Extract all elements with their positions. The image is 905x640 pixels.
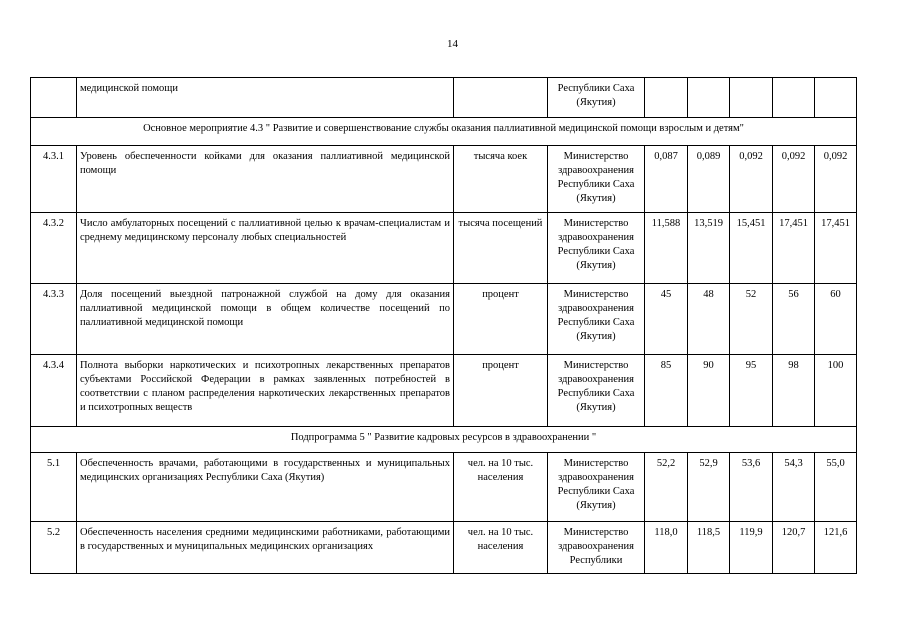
unit-cell: процент [454, 355, 548, 427]
value-cell [815, 78, 857, 118]
indicator-number-cell: 4.3.3 [31, 284, 77, 355]
value-cell: 13,519 [688, 213, 730, 284]
executor-cell: Министерство здравоохранения Республики Саха (Якутия) [548, 146, 645, 213]
indicator-number-cell: 5.2 [31, 522, 77, 574]
value-cell: 52,9 [688, 453, 730, 522]
indicator-description-cell: Уровень обеспеченности койками для оказания паллиативной медицинской помощи [77, 146, 454, 213]
value-cell: 0,092 [815, 146, 857, 213]
value-cell: 100 [815, 355, 857, 427]
indicator-number-cell: 5.1 [31, 453, 77, 522]
value-cell: 17,451 [815, 213, 857, 284]
indicator-number-cell: 4.3.2 [31, 213, 77, 284]
indicator-description-cell: медицинской помощи [77, 78, 454, 118]
value-cell: 48 [688, 284, 730, 355]
table-row [31, 146, 857, 213]
value-cell: 53,6 [730, 453, 773, 522]
value-cell: 56 [773, 284, 815, 355]
indicator-description-cell: Доля посещений выездной патронажной службой на дому для оказания паллиативной медицинской помощи в общем количестве посещений по паллиативной медицинской помощи [77, 284, 454, 355]
value-cell: 0,092 [773, 146, 815, 213]
table-body [31, 78, 857, 574]
table-row [31, 213, 857, 284]
indicator-number-cell: 4.3.4 [31, 355, 77, 427]
unit-cell [454, 78, 548, 118]
value-cell: 0,087 [645, 146, 688, 213]
value-cell: 98 [773, 355, 815, 427]
value-cell: 121,6 [815, 522, 857, 574]
value-cell: 55,0 [815, 453, 857, 522]
value-cell [645, 78, 688, 118]
indicator-description-cell: Полнота выборки наркотических и психотропных лекарственных препаратов субъектами Российской Федерации в рамках заявленных потребностей в соответствии с планом распределения наркотических лекарственных препаратов и психотропных веществ [77, 355, 454, 427]
executor-cell: Министерство здравоохранения Республики [548, 522, 645, 574]
indicator-description-cell: Обеспеченность населения средними медицинскими работниками, работающими в государственных и муниципальных медицинских организациях [77, 522, 454, 574]
unit-cell: чел. на 10 тыс. населения [454, 522, 548, 574]
value-cell: 17,451 [773, 213, 815, 284]
indicator-number-cell: 4.3.1 [31, 146, 77, 213]
value-cell: 119,9 [730, 522, 773, 574]
unit-cell: тысяча посещений [454, 213, 548, 284]
value-cell: 52,2 [645, 453, 688, 522]
section-heading: Подпрограмма 5 " Развитие кадровых ресурсов в здравоохранении " [31, 427, 857, 453]
value-cell [773, 78, 815, 118]
table-row [31, 522, 857, 574]
section-heading-row [31, 118, 857, 146]
table-row [31, 355, 857, 427]
value-cell [688, 78, 730, 118]
value-cell: 52 [730, 284, 773, 355]
unit-cell: чел. на 10 тыс. населения [454, 453, 548, 522]
table-row [31, 78, 857, 118]
indicators-table [30, 77, 857, 574]
section-heading: Основное мероприятие 4.3 " Развитие и совершенствование службы оказания паллиативной медицинской помощи взрослым и детям" [31, 118, 857, 146]
executor-cell: Министерство здравоохранения Республики Саха (Якутия) [548, 213, 645, 284]
executor-cell: Министерство здравоохранения Республики Саха (Якутия) [548, 284, 645, 355]
value-cell: 0,089 [688, 146, 730, 213]
unit-cell: процент [454, 284, 548, 355]
indicator-description-cell: Обеспеченность врачами, работающими в государственных и муниципальных медицинских организациях Республики Саха (Якутия) [77, 453, 454, 522]
value-cell: 15,451 [730, 213, 773, 284]
table-row [31, 453, 857, 522]
value-cell: 118,0 [645, 522, 688, 574]
table-row [31, 284, 857, 355]
executor-cell: Республики Саха (Якутия) [548, 78, 645, 118]
executor-cell: Министерство здравоохранения Республики Саха (Якутия) [548, 453, 645, 522]
value-cell: 95 [730, 355, 773, 427]
value-cell: 90 [688, 355, 730, 427]
unit-cell: тысяча коек [454, 146, 548, 213]
value-cell: 54,3 [773, 453, 815, 522]
value-cell: 11,588 [645, 213, 688, 284]
indicator-number-cell [31, 78, 77, 118]
value-cell: 60 [815, 284, 857, 355]
executor-cell: Министерство здравоохранения Республики Саха (Якутия) [548, 355, 645, 427]
value-cell: 118,5 [688, 522, 730, 574]
value-cell: 0,092 [730, 146, 773, 213]
section-heading-row [31, 427, 857, 453]
value-cell: 120,7 [773, 522, 815, 574]
value-cell: 85 [645, 355, 688, 427]
value-cell: 45 [645, 284, 688, 355]
page-number: 14 [447, 38, 458, 50]
indicator-description-cell: Число амбулаторных посещений с паллиативной целью к врачам-специалистам и среднему медицинскому персоналу любых специальностей [77, 213, 454, 284]
value-cell [730, 78, 773, 118]
